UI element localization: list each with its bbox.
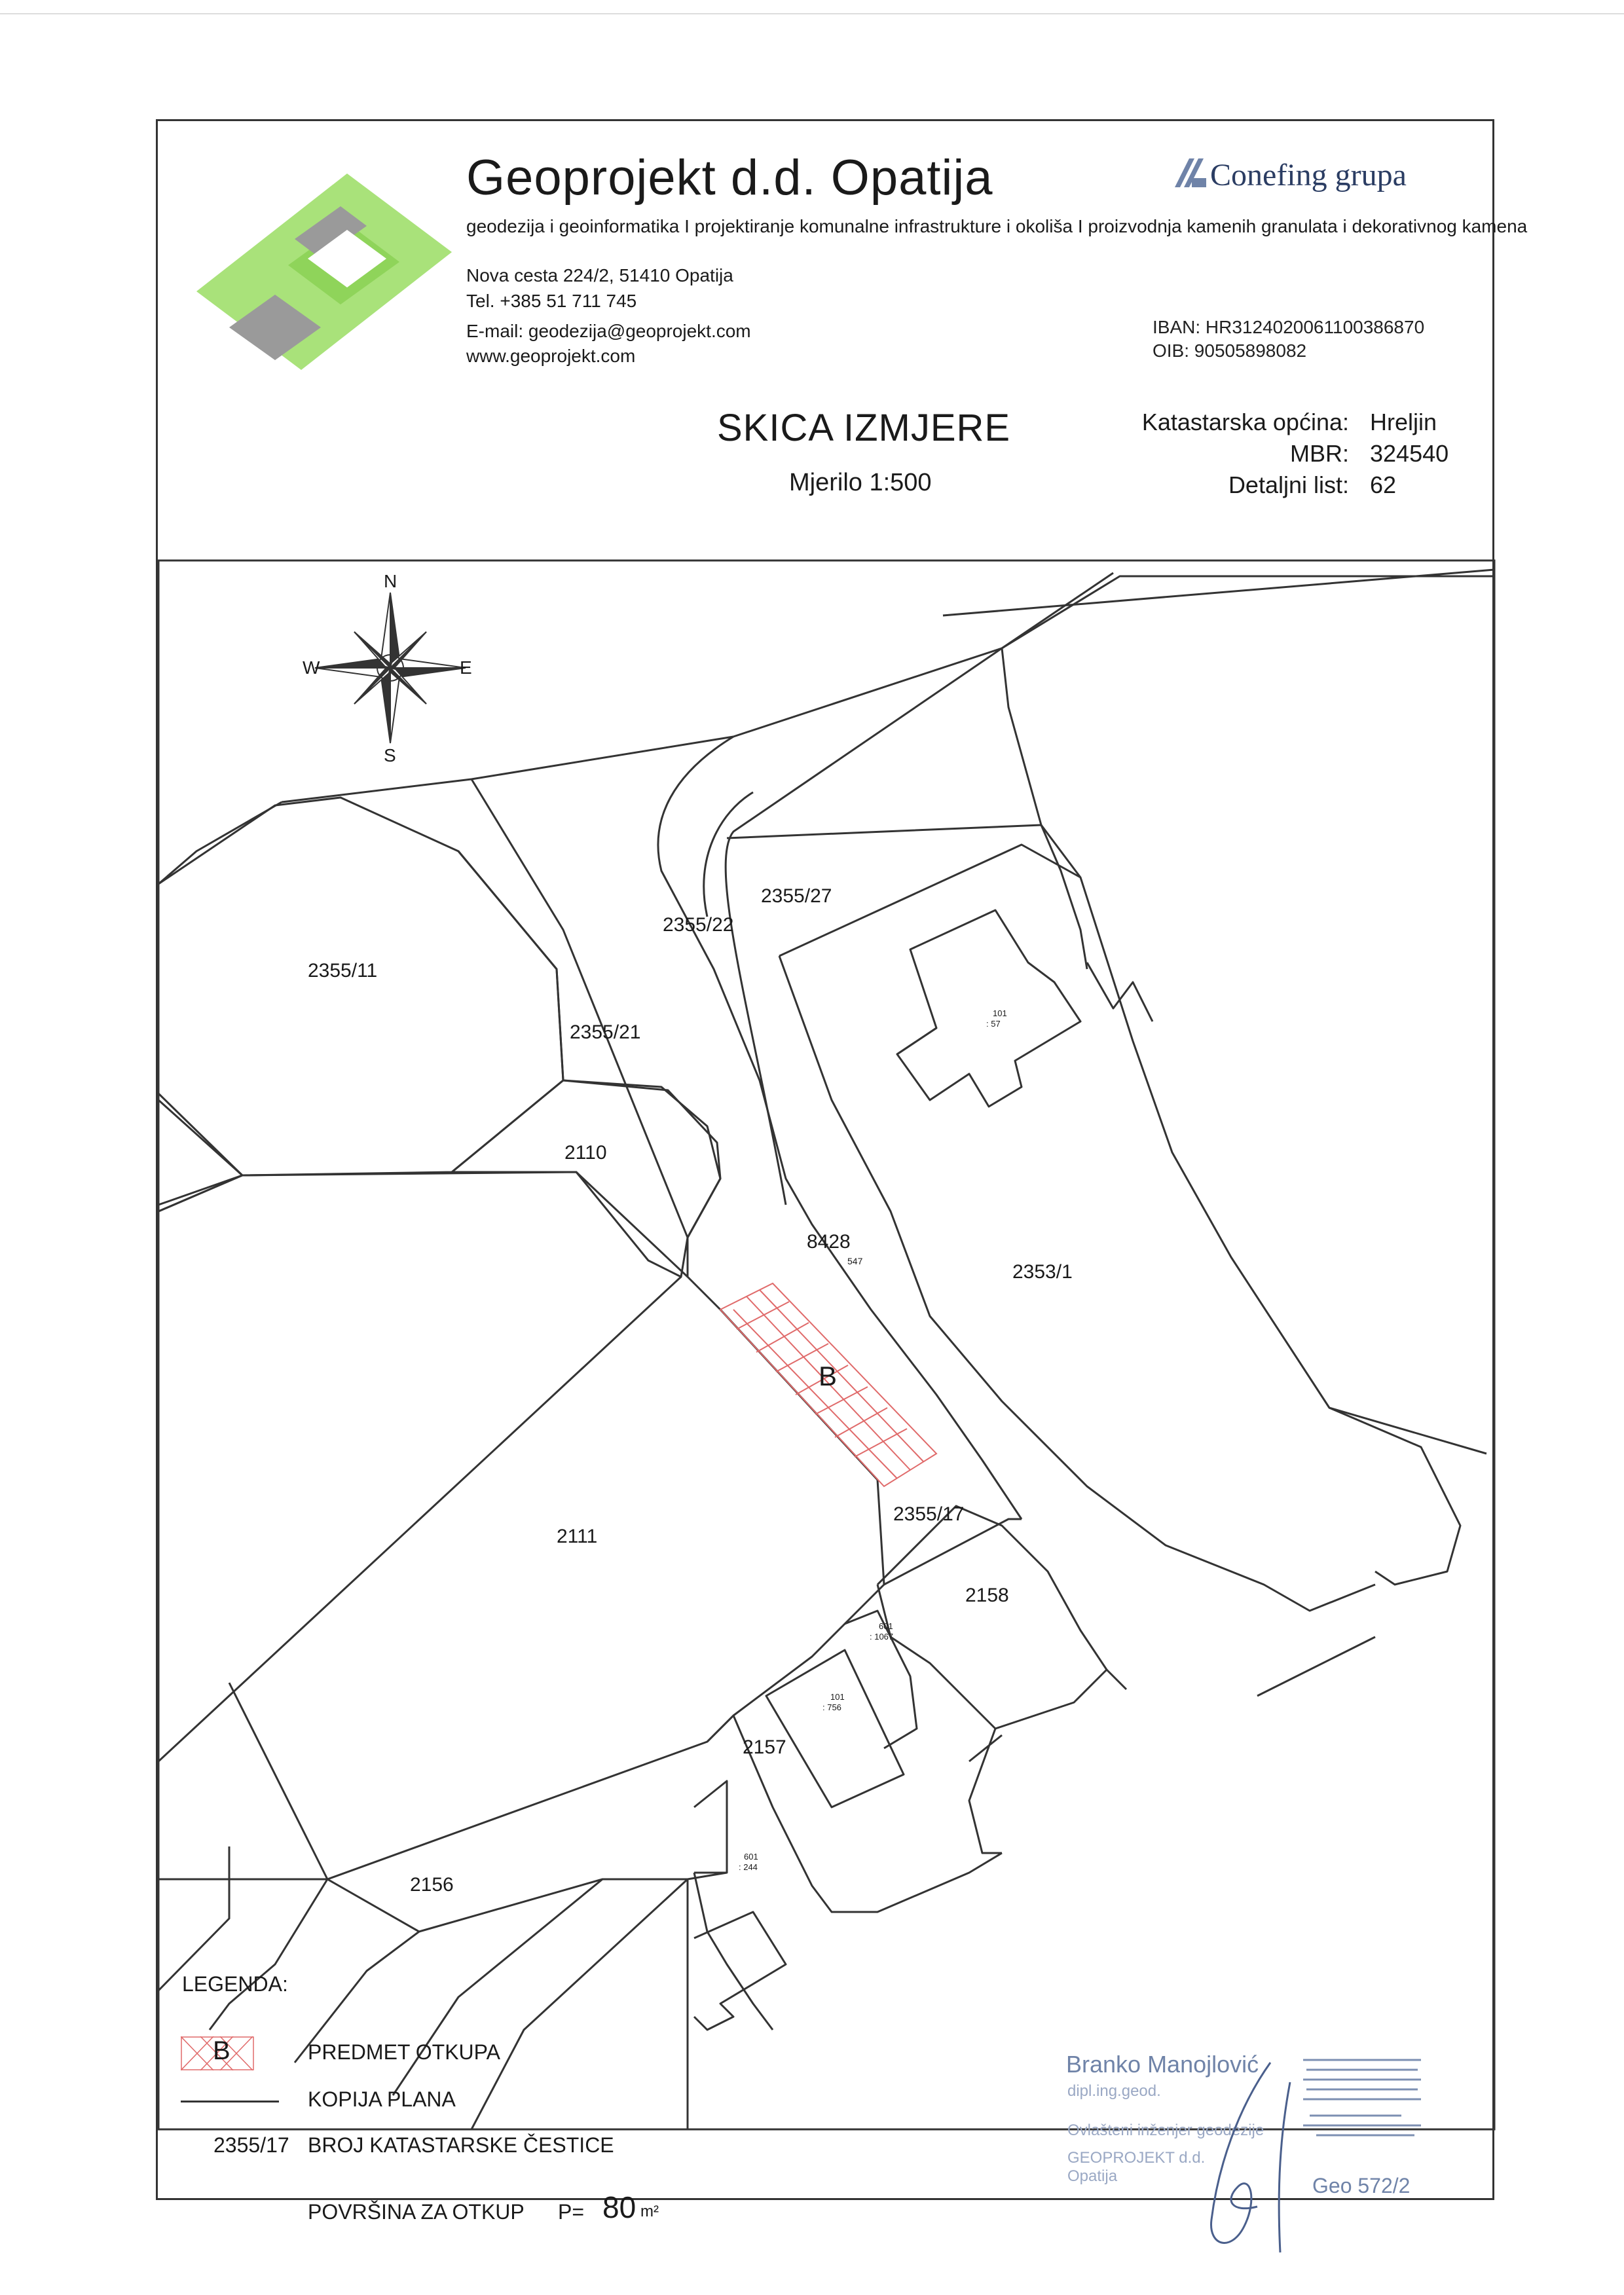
purchase-area-label: B	[819, 1361, 838, 1391]
cadastral-value: Hreljin	[1370, 409, 1437, 435]
parcel-label: 2355/17	[893, 1503, 965, 1525]
building-label: 101	[830, 1692, 845, 1702]
parcel-label: 2355/11	[308, 960, 378, 982]
area-value: 80	[602, 2190, 637, 2224]
legend-item-parcel: BROJ KATASTARSKE ČESTICE	[308, 2133, 614, 2157]
legend-title: LEGENDA:	[182, 1972, 288, 1996]
legend-b-symbol: B	[213, 2036, 231, 2065]
group-name: Conefing grupa	[1210, 158, 1407, 193]
area-label: POVRŠINA ZA OTKUP	[308, 2200, 525, 2224]
company-subtitle: geodezija i geoinformatika I projektiranje komunalne infrastrukture i okoliša I proizvodnja kamenih granulata i dekorativnog kamena	[466, 216, 1528, 236]
compass-n: N	[384, 571, 397, 591]
stamp-company: GEOPROJEKT d.d.	[1067, 2149, 1206, 2167]
parcel-label: 2353/1	[1012, 1261, 1073, 1283]
stamp-name: Branko Manojlović	[1066, 2051, 1259, 2078]
area-prefix: P=	[558, 2200, 585, 2224]
compass-w: W	[303, 657, 320, 678]
sketch-title: SKICA IZMJERE	[717, 407, 1011, 449]
legend-item-purchase: PREDMET OTKUPA	[308, 2040, 500, 2064]
sheet-label: Detaljni list:	[1228, 471, 1349, 498]
legend-parcel-number: 2355/17	[213, 2133, 289, 2157]
stamp-title: dipl.ing.geod.	[1067, 2082, 1161, 2100]
compass-e: E	[460, 657, 472, 678]
compass-s: S	[384, 745, 396, 765]
parcel-label: 2111	[557, 1526, 598, 1547]
cadastral-label: Katastarska općina:	[1141, 409, 1349, 435]
parcel-label: 2158	[965, 1585, 1009, 1606]
signature-icon	[1166, 2056, 1362, 2266]
sheet-value: 62	[1370, 471, 1397, 498]
company-iban: IBAN: HR3124020061100386870	[1153, 317, 1425, 337]
parcel-label: 2355/27	[761, 885, 832, 907]
stamp-role: Ovlašteni inženjer geodezije	[1067, 2121, 1264, 2139]
company-phone: Tel. +385 51 711 745	[466, 291, 637, 311]
parcel-label: 8428	[807, 1231, 851, 1253]
stamp-number: Geo 572/2	[1312, 2174, 1411, 2197]
company-address: Nova cesta 224/2, 51410 Opatija	[466, 265, 733, 285]
company-web: www.geoprojekt.com	[466, 346, 636, 366]
parcel-label: 2157	[743, 1736, 786, 1758]
company-email: E-mail: geodezija@geoprojekt.com	[466, 321, 751, 341]
parcel-area: 547	[847, 1256, 863, 1266]
parcel-label: 2156	[410, 1874, 454, 1896]
building-label: 601	[744, 1852, 758, 1862]
mbr-label: MBR:	[1290, 440, 1349, 467]
area-unit: m²	[640, 2203, 659, 2220]
stamp-city: Opatija	[1067, 2167, 1118, 2185]
building-label: : 756	[822, 1702, 841, 1712]
building-label: : 244	[739, 1862, 758, 1872]
building-label: : 57	[986, 1019, 1001, 1029]
compass-rose-icon	[315, 593, 466, 743]
legend-line-symbol	[181, 2101, 279, 2102]
building-label: 601	[879, 1621, 893, 1631]
building-label: : 1067	[870, 1632, 894, 1642]
mbr-value: 324540	[1370, 440, 1449, 467]
company-oib: OIB: 90505898082	[1153, 340, 1307, 361]
legend-item-plan: KOPIJA PLANA	[308, 2087, 456, 2111]
parcel-label: 2110	[564, 1142, 607, 1164]
building-label: 101	[993, 1008, 1007, 1018]
sketch-scale: Mjerilo 1:500	[789, 469, 932, 496]
parcel-label: 2355/21	[570, 1021, 641, 1043]
parcel-label: 2355/22	[663, 914, 734, 936]
company-name: Geoprojekt d.d. Opatija	[466, 150, 993, 206]
